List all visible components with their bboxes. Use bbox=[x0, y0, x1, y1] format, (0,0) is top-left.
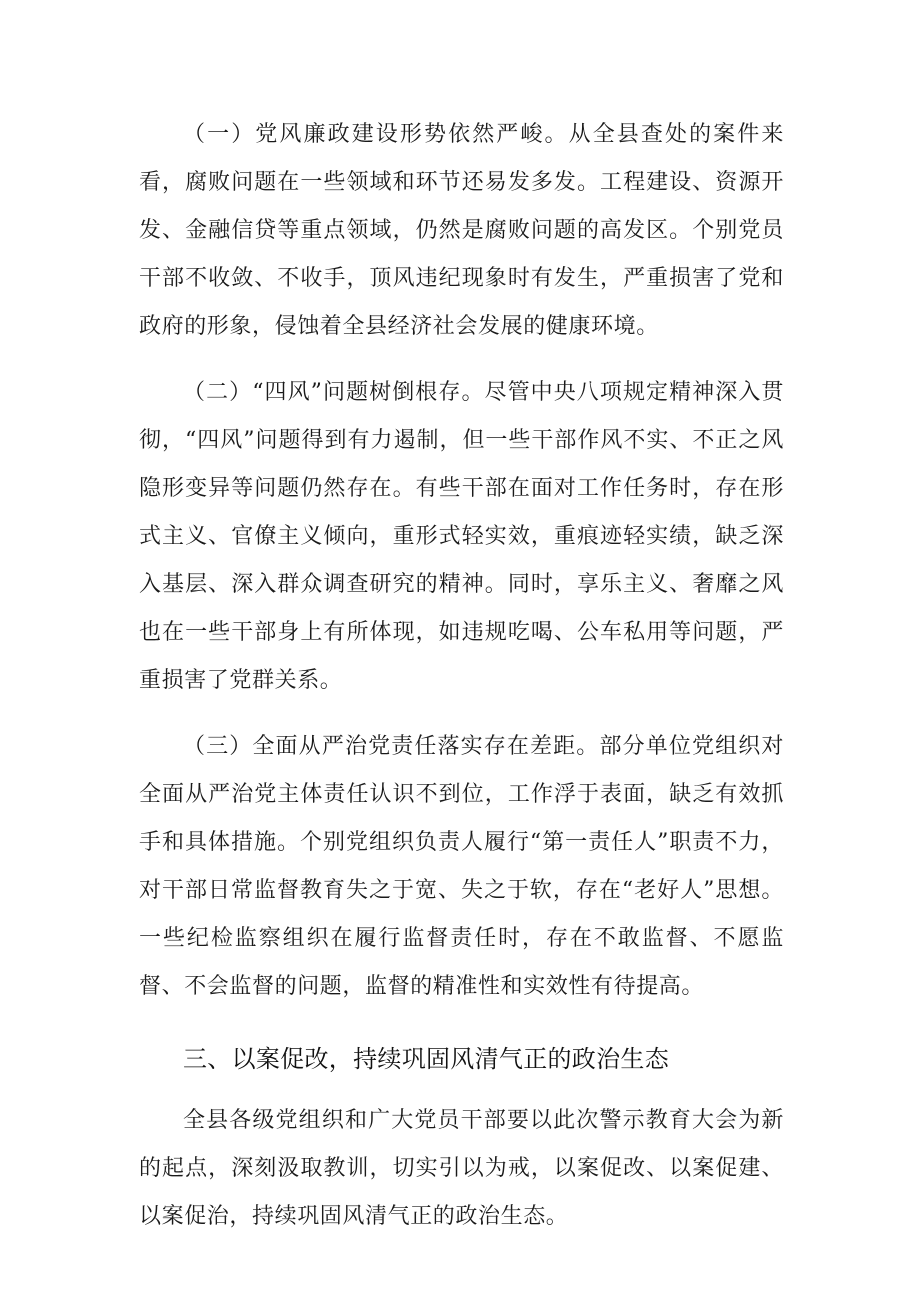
document-body bbox=[139, 111, 784, 1241]
paragraph-3: （三）全面从严治党责任落实存在差距。部分单位党组织对全面从严治党主体责任认识不到位，工作浮于表面，缺乏有效抓手和具体措施。个别党组织负责人履行“第一责任人”职责不力，对干部日常监督教育失之于宽、失之于软，存在“老好人”思想。一些纪检监察组织在履行监督责任时，存在不敢监督、不愿监督、不会监督的问题，监督的精准性和实效性有待提高。 bbox=[139, 734, 784, 999]
section-heading: 三、以案促改，持续巩固风清气正的政治生态 bbox=[183, 1045, 669, 1073]
paragraph-1: （一）党风廉政建设形势依然严峻。从全县查处的案件来看，腐败问题在一些领域和环节还易发多发。工程建设、资源开发、金融信贷等重点领域，仍然是腐败问题的高发区。个别党员干部不收敛、不收手，顶风违纪现象时有发生，严重损害了党和政府的形象，侵蚀着全县经济社会发展的健康环境。 bbox=[139, 122, 784, 339]
paragraph-2: （二）“四风”问题树倒根存。尽管中央八项规定精神深入贯彻，“四风”问题得到有力遏制，但一些干部作风不实、不正之风隐形变异等问题仍然存在。有些干部在面对工作任务时，存在形式主义、官僚主义倾向，重形式轻实效，重痕迹轻实绩，缺乏深入基层、深入群众调查研究的精神。同时，享乐主义、奢靡之风也在一些干部身上有所体现，如违规吃喝、公车私用等问题，严重损害了党群关系。 bbox=[139, 380, 784, 693]
closing-paragraph: 全县各级党组织和广大党员干部要以此次警示教育大会为新的起点，深刻汲取教训，切实引以为戒，以案促改、以案促建、以案促治，持续巩固风清气正的政治生态。 bbox=[139, 1108, 784, 1229]
